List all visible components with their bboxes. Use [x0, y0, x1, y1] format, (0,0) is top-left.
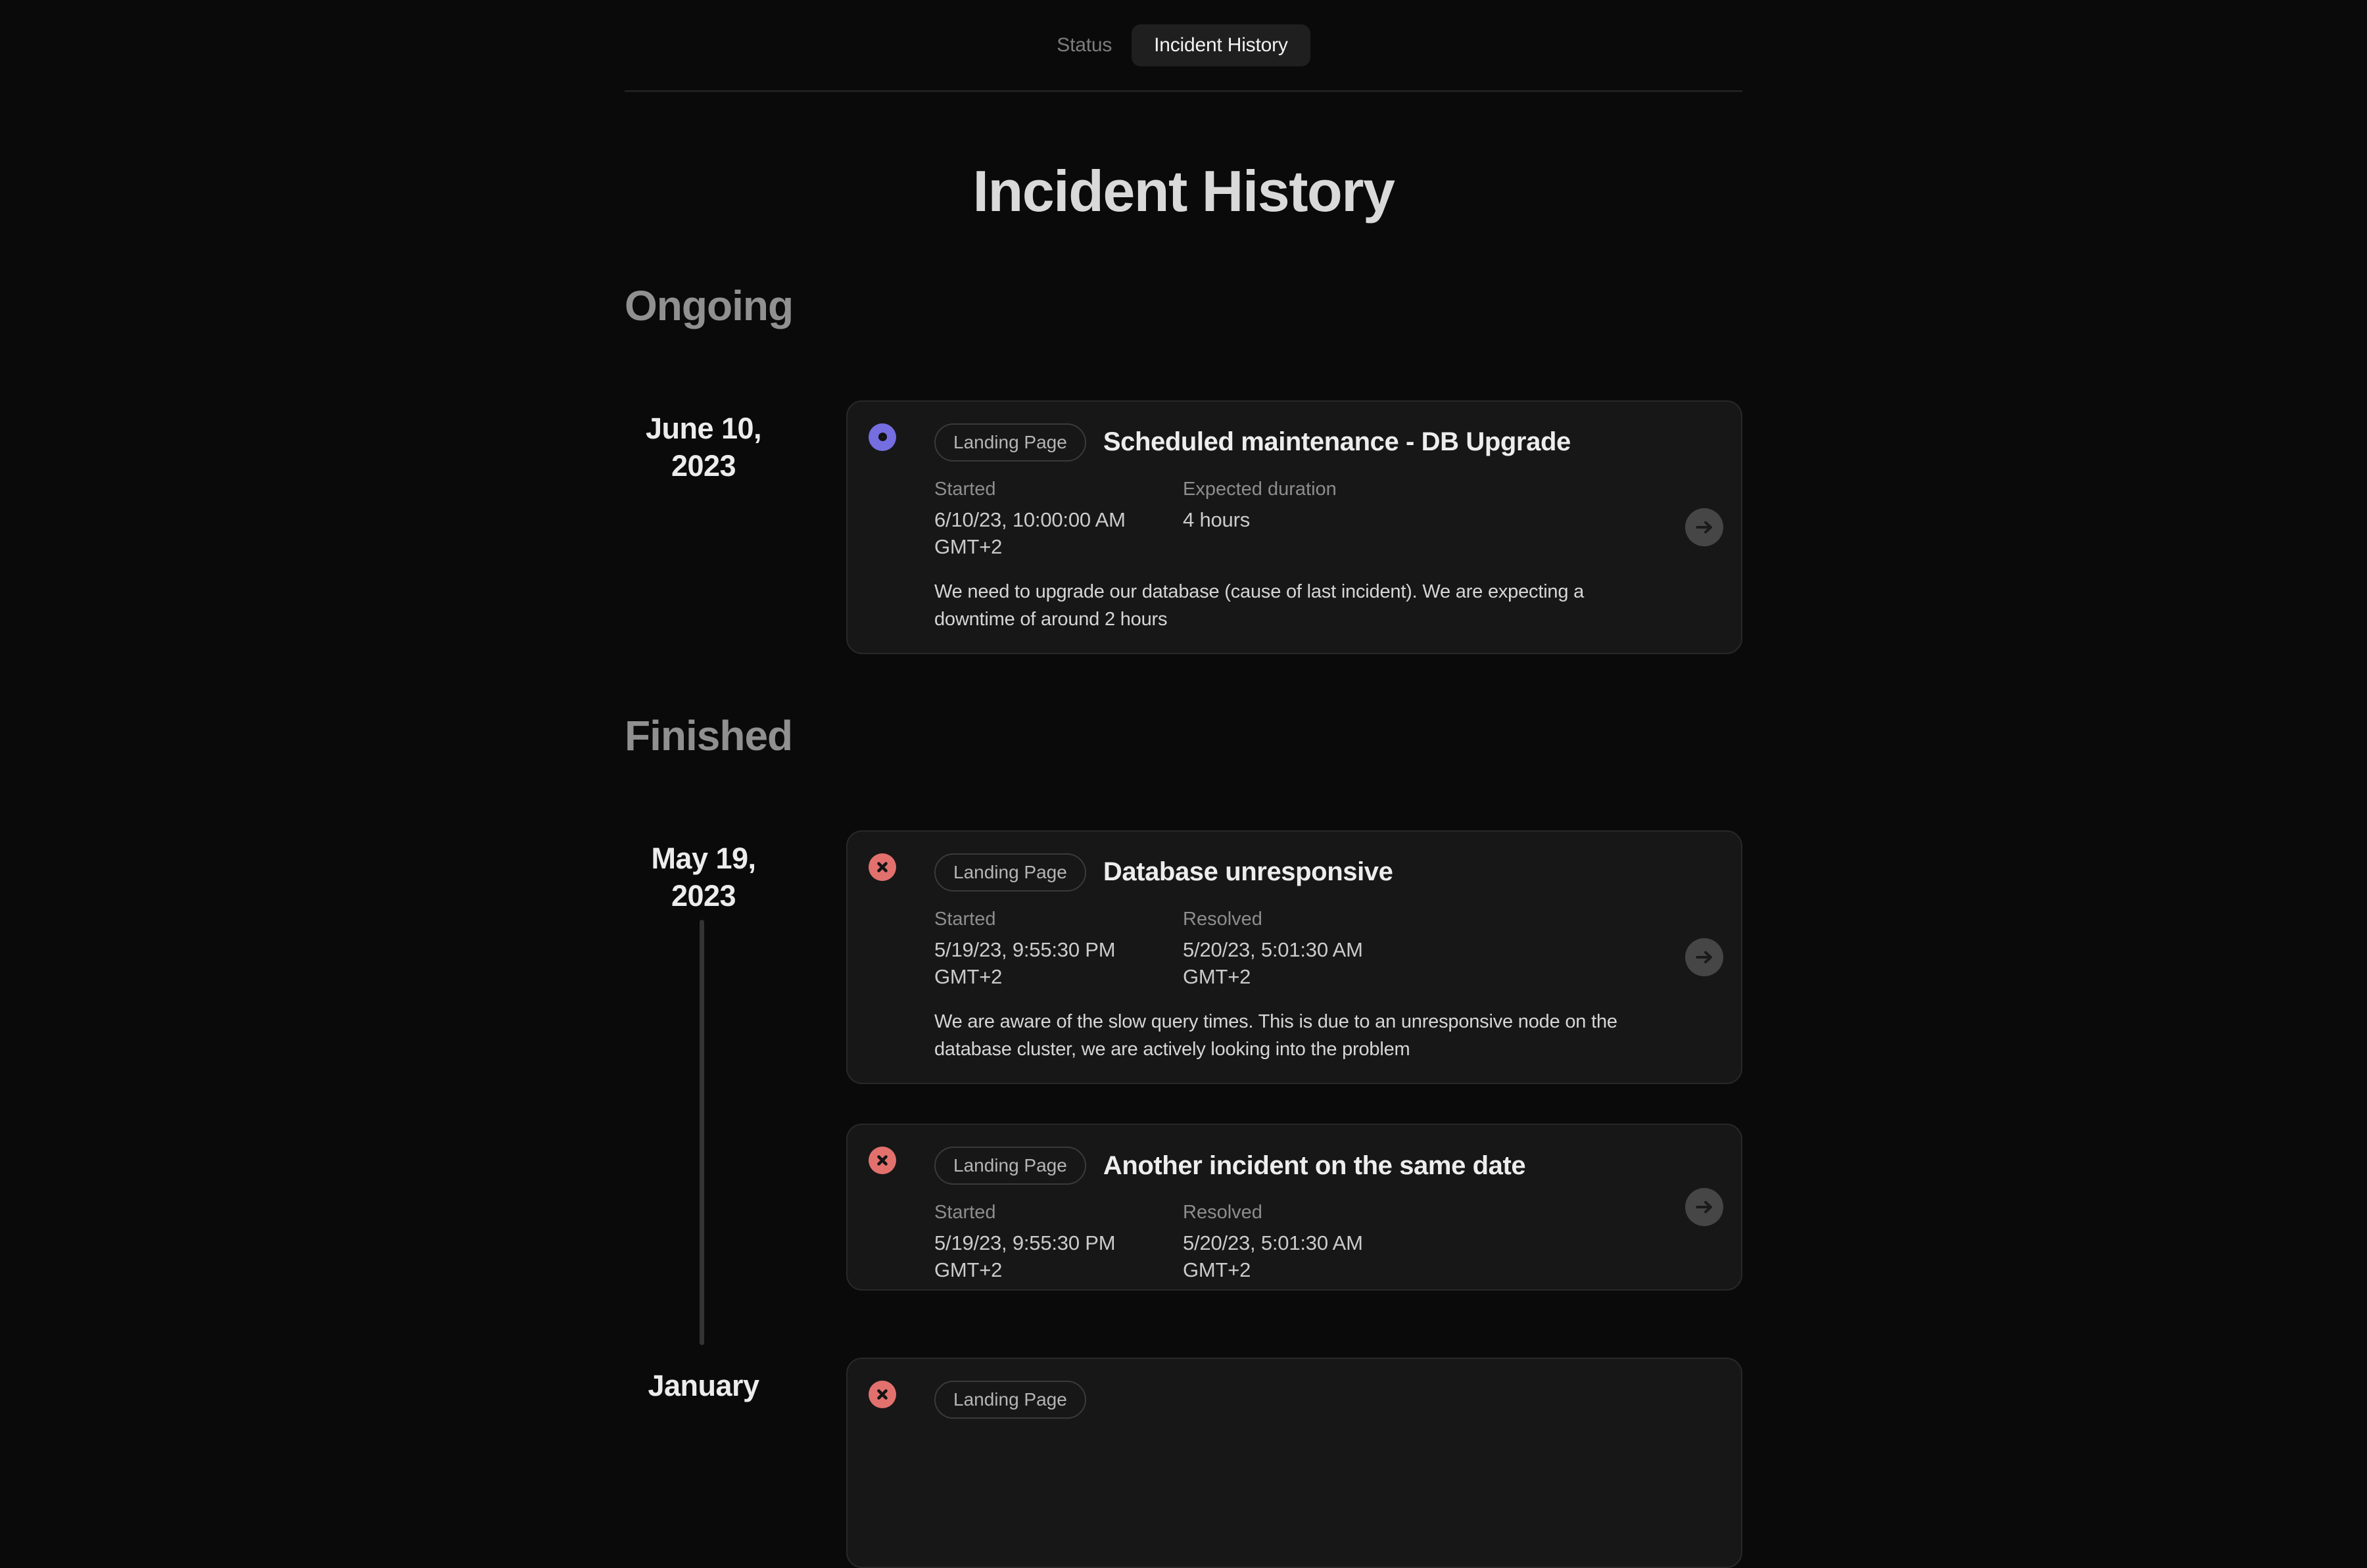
arrow-right-icon — [1694, 1197, 1715, 1218]
component-badge: Landing Page — [934, 423, 1086, 462]
section-heading-ongoing: Ongoing — [625, 282, 794, 330]
failed-status-icon — [869, 1147, 896, 1174]
incident-group-june-10 — [625, 400, 1742, 654]
meta-value: 5/20/23, 5:01:30 AM GMT+2 — [1183, 938, 1363, 988]
top-nav — [625, 0, 1742, 92]
meta-started — [934, 1202, 1183, 1284]
x-icon — [875, 1153, 890, 1168]
open-incident-button[interactable] — [1685, 938, 1723, 976]
group-date — [625, 1358, 782, 1568]
group-date-label: June 10, 2023 — [645, 411, 762, 483]
component-badge: Landing Page — [934, 1381, 1086, 1419]
incident-description: We are aware of the slow query times. This is due to an unresponsive node on the database cluster, we are actively looking into the problem — [934, 1010, 1617, 1060]
open-incident-button[interactable] — [1685, 508, 1723, 546]
incident-group-january — [625, 1358, 1742, 1568]
meta-started — [934, 479, 1183, 561]
arrow-right-icon — [1694, 947, 1715, 968]
incident-meta — [934, 909, 1642, 991]
page-container — [625, 0, 1742, 1568]
x-icon — [875, 1387, 890, 1402]
component-badge: Landing Page — [934, 1147, 1086, 1185]
tab-status[interactable]: Status — [1057, 34, 1112, 56]
group-date — [625, 400, 782, 654]
incident-card-header — [934, 1381, 1642, 1419]
ongoing-status-icon — [869, 423, 896, 451]
failed-status-icon — [869, 1381, 896, 1408]
meta-resolved — [1183, 909, 1431, 991]
meta-value: 5/19/23, 9:55:30 PM GMT+2 — [934, 938, 1116, 988]
incident-card[interactable] — [846, 400, 1742, 654]
meta-label: Resolved — [1183, 1202, 1262, 1224]
incident-group-may-19 — [625, 830, 1742, 1291]
meta-value: 4 hours — [1183, 508, 1250, 531]
meta-label: Started — [934, 908, 996, 930]
cards-column — [846, 400, 1742, 654]
cards-column — [846, 1358, 1742, 1568]
meta-expected-duration — [1183, 479, 1431, 561]
ongoing-ring-icon — [878, 433, 887, 441]
incident-card-header — [934, 853, 1642, 891]
component-badge: Landing Page — [934, 853, 1086, 891]
failed-status-icon — [869, 853, 896, 881]
group-date-label: January — [648, 1369, 759, 1403]
incident-title: Another incident on the same date — [1103, 1151, 1526, 1180]
meta-value: 6/10/23, 10:00:00 AM GMT+2 — [934, 508, 1126, 558]
meta-value: 5/19/23, 9:55:30 PM GMT+2 — [934, 1231, 1116, 1282]
x-icon — [875, 860, 890, 874]
incident-card[interactable] — [846, 1124, 1742, 1291]
meta-label: Started — [934, 478, 996, 500]
open-incident-button[interactable] — [1685, 1188, 1723, 1226]
incident-card[interactable] — [846, 830, 1742, 1084]
incident-card-header — [934, 1147, 1642, 1185]
incident-description: We need to upgrade our database (cause of last incident). We are expecting a downtime of around 2 hours — [934, 581, 1585, 630]
cards-column — [846, 830, 1742, 1291]
meta-label: Expected duration — [1183, 478, 1337, 500]
meta-label: Started — [934, 1202, 996, 1224]
timeline-connector — [700, 920, 704, 1345]
arrow-right-icon — [1694, 517, 1715, 538]
meta-started — [934, 909, 1183, 991]
section-heading-finished: Finished — [625, 712, 793, 760]
meta-value: 5/20/23, 5:01:30 AM GMT+2 — [1183, 1231, 1363, 1282]
incident-meta — [934, 479, 1642, 561]
meta-resolved — [1183, 1202, 1431, 1284]
incident-title: Database unresponsive — [1103, 857, 1393, 887]
incident-meta — [934, 1202, 1642, 1284]
page-title: Incident History — [972, 158, 1395, 224]
incident-title: Scheduled maintenance - DB Upgrade — [1103, 427, 1571, 457]
incident-card[interactable] — [846, 1358, 1742, 1568]
meta-label: Resolved — [1183, 908, 1262, 930]
tab-incident-history[interactable]: Incident History — [1132, 24, 1310, 66]
group-date-label: May 19, 2023 — [651, 841, 756, 913]
incident-card-header — [934, 423, 1642, 462]
